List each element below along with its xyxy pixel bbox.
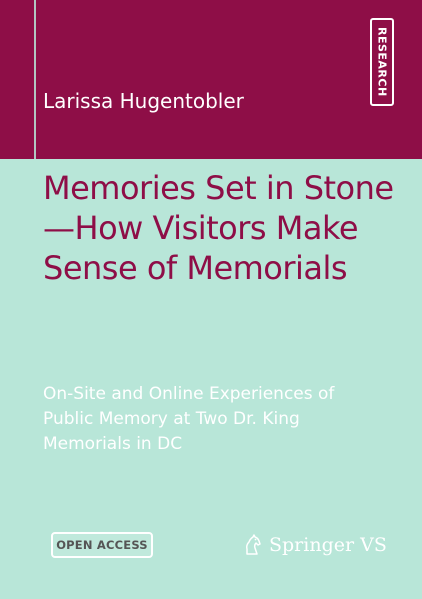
open-access-badge: OPEN ACCESS	[51, 532, 153, 558]
author-name: Larissa Hugentobler	[43, 89, 244, 113]
book-subtitle: On-Site and Online Experiences of Public Memory at Two Dr. King Memorials in DC	[43, 384, 335, 454]
series-label: RESEARCH	[375, 27, 389, 97]
top-color-band	[0, 0, 422, 159]
publisher-name: Springer VS	[269, 534, 387, 556]
series-badge	[370, 18, 394, 106]
vertical-rule	[34, 0, 36, 159]
publisher-logo	[243, 530, 387, 560]
springer-horse-icon	[243, 534, 263, 556]
book-title: Memories Set in Stone—How Visitors Make Sense of Memorials	[43, 169, 394, 287]
